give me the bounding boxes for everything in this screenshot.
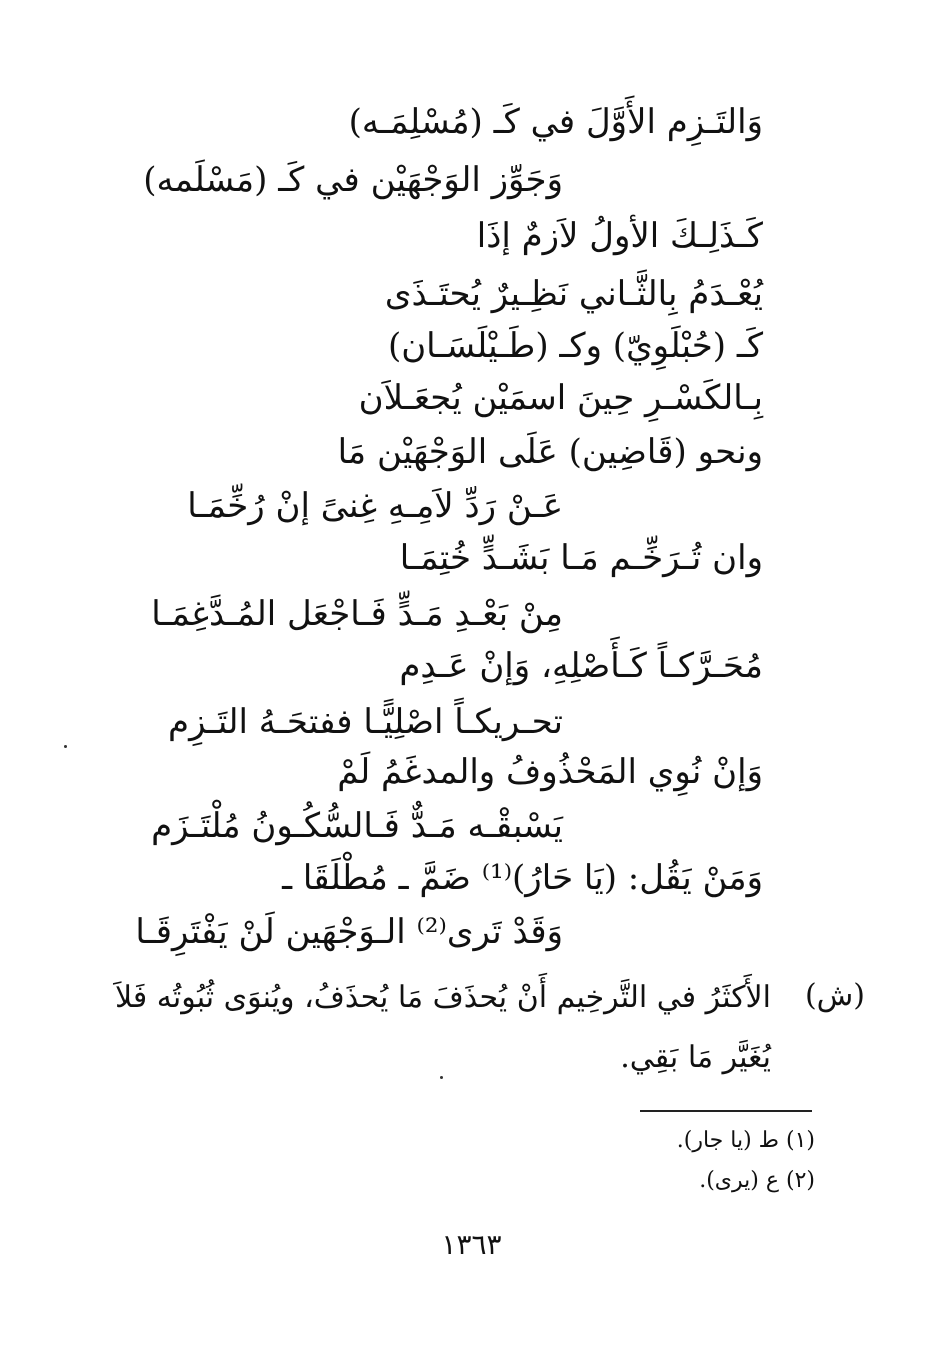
page-number: ١٣٦٣: [441, 1228, 502, 1261]
verse-line-9: وان تُـرَخِّـم مَـا بَشَـدٍّ خُتِمَـا: [399, 538, 763, 578]
verse-line-3: كَـذَلِـكَ الأولُ لاَزمٌ إذَا: [476, 216, 763, 256]
verse-line-7: ونحو (قَاضِين) عَلَى الوَجْهَيْن مَا: [337, 432, 763, 472]
verse-line-13: وَإنْ نُوِي المَحْذُوفُ والمدغَمُ لَمْ: [337, 752, 763, 792]
verse-line-15: وَمَنْ يَقُل: (يَا حَارُ)⁽¹⁾ ضَمَّ ـ مُطْلَقَا ـ: [282, 858, 763, 898]
commentary-line-1: الأَكثَرُ في التَّرخِيم أَنْ يُحذَفَ مَا يُحذَفُ، ويُنوَى ثُبُوتُه فَلاَ: [115, 980, 771, 1015]
commentary-label: (ش): [804, 978, 865, 1013]
verse-line-12: تحـريكـاً اصْلِيًّـا ففتحَـهُ التَـزِم: [168, 702, 563, 742]
verse-line-10: مِنْ بَعْـدِ مَـدٍّ فَـاجْعَل المُـدَّغِمَـا: [151, 594, 563, 634]
scan-speck: [440, 1076, 443, 1079]
footnote-2: (٢) ع (يرى).: [699, 1168, 815, 1193]
verse-line-11: مُحَـرَّكـاً كَـأَصْلِهِ، وَإنْ عَـدِم: [399, 646, 763, 686]
verse-line-6: بِـالكَسْـرِ حِينَ اسمَيْن يُجعَـلاَن: [358, 378, 763, 418]
verse-line-8: عَـنْ رَدِّ لاَمِـهِ غِنىً إنْ رُخِّمَـا: [187, 486, 563, 526]
verse-line-2: وَجَوِّز الوَجْهَيْن في كَـ (مَسْلَمه): [143, 160, 563, 200]
verse-line-14: يَسْبقْـه مَـدٌّ فَـالسُّكُـونُ مُلْتَـزَم: [151, 806, 563, 846]
verse-line-4: يُعْـدَمُ بِالثَّـاني نَظِـيرٌ يُحتَـذَى: [384, 274, 763, 314]
footnote-separator: [640, 1110, 812, 1112]
footnote-1: (١) ط (يا جار).: [676, 1128, 815, 1153]
verse-line-1: وَالتَـزِم الأَوَّلَ في كَـ (مُسْلِمَـه): [348, 102, 763, 142]
verse-line-16: وَقَدْ تَرى⁽²⁾ الـوَجْهَين لَنْ يَفْتَرِقَـا: [135, 912, 563, 952]
commentary-line-2: يُغَيَّر مَا بَقِي.: [620, 1040, 771, 1075]
verse-line-5: كَـ (حُبْلَوِيّ) وكـ (طَـيْلَسَـان): [387, 326, 763, 366]
scan-speck: [64, 745, 67, 748]
